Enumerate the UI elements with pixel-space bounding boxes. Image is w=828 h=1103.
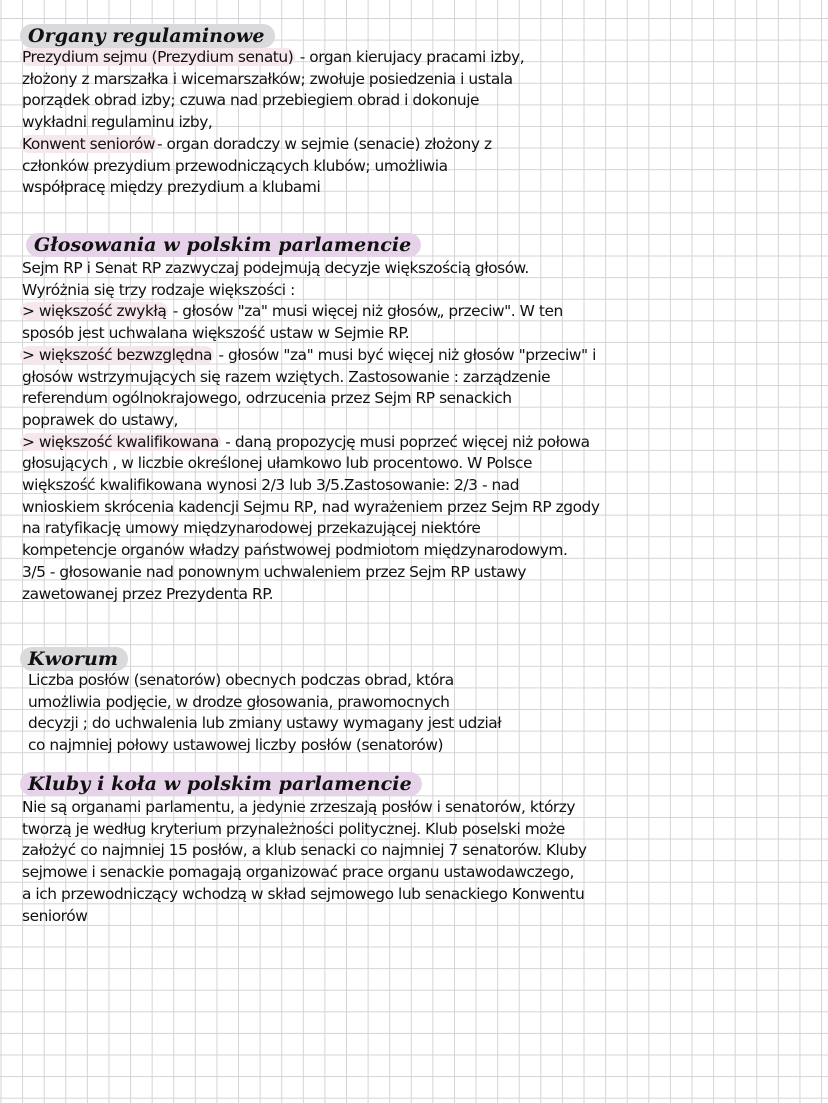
text-line: członków prezydium przewodniczących klubów; umożliwia: [22, 156, 448, 175]
section-kworum: [22, 647, 812, 757]
text-line: złożony z marszałka i wicemarszałków; zwołuje posiedzenia i ustala: [22, 69, 513, 88]
text-line: > większość kwalifikowana - daną propozycję musi poprzeć więcej niż połowa: [22, 432, 590, 451]
text-line: poprawek do ustawy,: [22, 410, 178, 429]
section-body: [22, 47, 812, 199]
text-line: głosujących , w liczbie określonej ułamkowo lub procentowo. W Polsce: [22, 454, 533, 473]
text-line: sposób jest uchwalana większość ustaw w Sejmie RP.: [22, 324, 410, 343]
key-term: > większość zwykłą: [22, 302, 167, 321]
text-line: > większość bezwzględna - głosów "za" musi być więcej niż głosów "przeciw" i: [22, 345, 596, 364]
key-term: > większość bezwzględna: [22, 345, 213, 364]
section-heading: Głosowania w polskim parlamencie: [26, 233, 421, 257]
section-body: [22, 797, 812, 927]
text-line: współpracę między prezydium a klubami: [22, 178, 321, 197]
text-line: Liczba posłów (senatorów) obecnych podczas obrad, która: [28, 671, 454, 689]
text-line: porządek obrad izby; czuwa nad przebiegiem obrad i dokonuje: [22, 91, 480, 110]
section-body: [22, 258, 812, 605]
text-line: decyzji ; do uchwalenia lub zmiany ustawy wymagany jest udział: [28, 714, 502, 733]
section-glosowania: [22, 233, 812, 605]
text-line: Konwent seniorów - organ doradczy w sejmie (senacie) złożony z: [22, 134, 492, 153]
section-body: [28, 670, 812, 757]
text-line: sejmowe i senackie pomagają organizować prace organu ustawodawczego,: [22, 863, 574, 882]
text-line: Sejm RP i Senat RP zazwyczaj podejmują decyzje większością głosów.: [22, 259, 529, 277]
text-line: głosów wstrzymujących się razem wziętych. Zastosowanie : zarządzenie: [22, 367, 551, 386]
text-line: zawetowanej przez Prezydenta RP.: [22, 584, 274, 603]
text-line: na ratyfikację umowy międzynarodowej przekazującej niektóre: [22, 519, 481, 538]
text-line: wnioskiem skrócenia kadencji Sejmu RP, nad wyrażeniem przez Sejm RP zgody: [22, 497, 600, 516]
text-line: Wyróżnia się trzy rodzaje większości :: [22, 280, 295, 299]
key-term: > większość kwalifikowana: [22, 432, 219, 451]
text-line: referendum ogólnokrajowego, odrzucenia przez Sejm RP senackich: [22, 389, 512, 408]
text-line: Prezydium sejmu (Prezydium senatu) - organ kierujacy pracami izby,: [22, 48, 525, 66]
section-heading: Kluby i koła w polskim parlamencie: [20, 772, 422, 796]
text-line: tworzą je według kryterium przynależności politycznej. Klub poselski może: [22, 819, 565, 838]
text-line: większość kwalifikowana wynosi 2/3 lub 3/5.Zastosowanie: 2/3 - nad: [22, 476, 520, 495]
text-line: seniorów: [22, 906, 88, 925]
text-line: wykładni regulaminu izby,: [22, 113, 213, 132]
key-term: Konwent seniorów: [22, 134, 155, 153]
section-organy-regulaminowe: [22, 24, 812, 199]
key-term: Prezydium sejmu (Prezydium senatu): [22, 48, 294, 66]
text-line: co najmniej połowy ustawowej liczby posłów (senatorów): [28, 736, 444, 755]
text-line: 3/5 - głosowanie nad ponownym uchwaleniem przez Sejm RP ustawy: [22, 562, 527, 581]
section-heading: Organy regulaminowe: [20, 24, 275, 48]
text-line: > większość zwykłą - głosów "za" musi więcej niż głosów„ przeciw". W ten: [22, 302, 563, 321]
text-line: Nie są organami parlamentu, a jedynie zrzeszają posłów i senatorów, którzy: [22, 798, 576, 816]
section-heading: Kworum: [20, 647, 128, 671]
text-line: założyć co najmniej 15 posłów, a klub senacki co najmniej 7 senatorów. Kluby: [22, 841, 587, 860]
text-line: umożliwia podjęcie, w drodze głosowania, prawomocnych: [28, 692, 450, 711]
text-line: kompetencje organów władzy państwowej podmiotom międzynarodowym.: [22, 541, 568, 560]
text-line: a ich przewodniczący wchodzą w skład sejmowego lub senackiego Konwentu: [22, 884, 585, 903]
section-kluby-i-kola: [22, 772, 812, 927]
